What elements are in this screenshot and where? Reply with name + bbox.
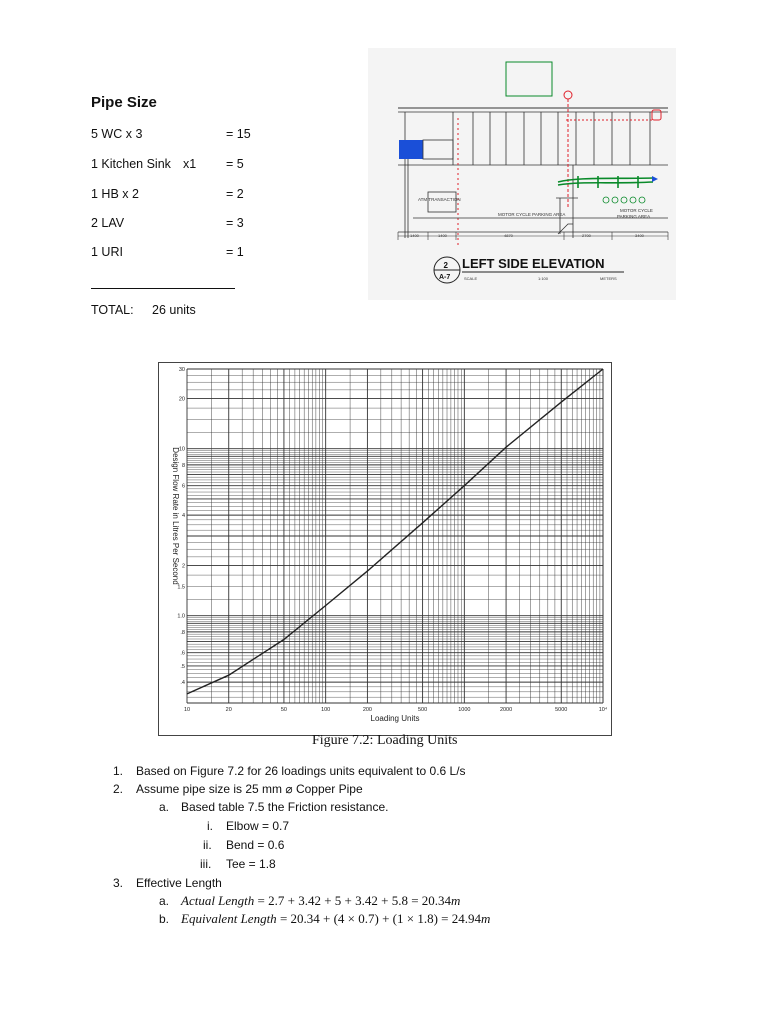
row-sink-mult: x1 [183,157,197,171]
motor-parking-right-label-1: MOTOR CYCLE [620,208,653,213]
note-2a-text: Based table 7.5 the Friction resistance. [181,800,389,814]
note-3a-num: a. [159,894,170,908]
note-3b-num: b. [159,912,170,926]
row-sink-item: 1 Kitchen Sink [91,157,171,171]
motor-parking-left-label: MOTOR CYCLE PARKING AREA [498,212,566,217]
note-1-text: Based on Figure 7.2 for 26 loadings units equivalent to 0.6 L/s [136,764,466,778]
note-i-text: Elbow = 0.7 [226,819,290,833]
total-label: TOTAL: [91,303,134,317]
x-tick-label: 5000 [555,707,568,713]
y-tick-label: 20 [178,396,185,403]
y-tick-label: .6 [180,650,185,657]
scale-label: SCALE [464,276,478,281]
row-uri-item: 1 URI [91,245,123,259]
x-tick-label: 1000 [458,707,471,713]
flow-rate-curve [187,369,603,694]
x-tick-label: 100 [321,707,331,713]
loading-units-figure [158,362,612,736]
row-sink-value: = 5 [226,157,244,171]
note-iii-num: iii. [200,857,212,871]
note-3-num: 3. [113,876,124,890]
left-side-elevation-drawing [368,48,676,300]
actual-length-equation [181,893,460,909]
equivalent-length-term: Equivalent Length [181,911,277,926]
y-tick-label: 1.5 [177,584,185,591]
row-lav-value: = 3 [226,216,244,230]
note-i-num: i. [207,819,213,833]
y-tick-label: 8 [181,462,185,469]
actual-length-term: Actual Length [181,893,255,908]
actual-length-unit: m [451,893,461,908]
x-axis-label: Loading Units [370,714,420,723]
x-tick-label: 2000 [499,707,513,713]
row-uri-value: = 1 [226,245,244,259]
row-wc-item: 5 WC x 3 [91,127,143,141]
y-tick-label: 6 [181,483,185,490]
note-iii-text: Tee = 1.8 [226,857,276,871]
y-tick-label: .4 [180,680,185,687]
actual-length-expression: = 2.7 + 3.42 + 5 + 3.42 + 5.8 = 20.34 [254,893,452,908]
note-2-text: Assume pipe size is 25 mm ⌀ Copper Pipe [136,782,363,796]
row-lav-item: 2 LAV [91,216,125,230]
note-2-num: 2. [113,782,124,796]
dim-1: 1400 [410,233,419,238]
y-tick-label: 10 [178,446,185,453]
dim-5: 3400 [635,233,644,238]
y-tick-label: .5 [180,663,185,670]
total-rule [91,288,235,289]
elevation-svg [368,48,676,300]
equivalent-length-unit: m [481,911,491,926]
x-tick-label: 200 [362,707,373,713]
atm-label: ATM TRANSACTION [418,197,461,202]
dim-2: 1400 [438,233,447,238]
figure-caption: Figure 7.2: Loading Units [312,733,458,748]
x-tick-label: 20 [225,707,232,713]
green-box [506,62,552,96]
y-tick-label: 4 [181,513,185,520]
note-ii-text: Bend = 0.6 [226,838,285,852]
y-tick-label: 1.0 [177,613,185,620]
units-label: METERS [600,276,617,281]
motor-parking-right-label-2: PARKING AREA [617,214,651,219]
note-2a-num: a. [159,800,170,814]
x-tick-label: 10⁴ [598,707,608,713]
total-value: 26 units [152,303,196,317]
title-sheet: A-7 [439,274,451,281]
row-hb-item: 1 HB x 2 [91,187,139,201]
pipe-size-title: Pipe Size [91,94,157,111]
y-axis-label: Design Flow Rate in Litres Per Second [171,447,180,585]
note-1-num: 1. [113,764,124,778]
x-tick-label: 500 [417,707,428,713]
dim-4: 2700 [582,233,591,238]
dim-3: 4870 [504,233,513,238]
x-tick-label: 10 [183,707,191,713]
y-tick-label: .8 [180,629,185,636]
title-number: 2 [443,261,448,270]
y-tick-label: 30 [178,367,185,373]
equivalent-length-expression: = 20.34 + (4 × 0.7) + (1 × 1.8) = 24.94 [276,911,481,926]
elevation-title: LEFT SIDE ELEVATION [462,256,605,271]
y-tick-label: 2 [181,563,185,570]
blue-panel [399,140,423,159]
note-3-text: Effective Length [136,876,222,890]
row-wc-value: = 15 [226,127,251,141]
x-tick-label: 50 [280,707,287,713]
note-ii-num: ii. [203,838,212,852]
row-hb-value: = 2 [226,187,244,201]
loading-units-chart [159,363,611,735]
scale-value: 1:100 [538,276,549,281]
equivalent-length-equation [181,911,490,927]
